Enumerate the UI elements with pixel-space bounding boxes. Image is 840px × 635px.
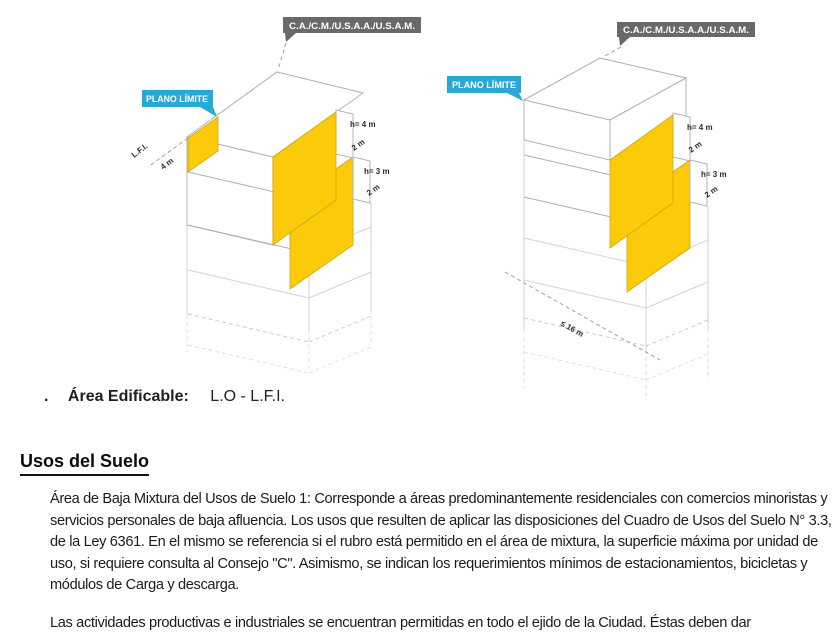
dim-lfi: L.F.I. — [129, 141, 150, 160]
right-envelope-diagram — [447, 22, 755, 400]
left-envelope-diagram — [130, 17, 421, 373]
dim-h3: h= 3 m — [701, 170, 727, 179]
dim-h3: h= 3 m — [364, 167, 390, 176]
label-pointer — [200, 107, 217, 117]
label-pointer — [507, 93, 523, 101]
step-strip-1 — [673, 113, 690, 161]
dim-2m-lower: 2 m — [364, 182, 382, 198]
area-edificable-label: Área Edificable: — [67, 388, 189, 405]
dim-2m-upper: 2 m — [349, 137, 367, 153]
dim-2m-lower: 2 m — [702, 184, 720, 200]
section-heading: Usos del Suelo — [20, 451, 149, 476]
plano-limite-tag — [447, 76, 523, 101]
code-label: C.A./C.M./U.S.A.A./U.S.A.M. — [289, 21, 415, 31]
dim-2m-upper: 2 m — [686, 139, 704, 155]
plano-limite-tag — [142, 90, 217, 117]
label-pointer — [285, 33, 296, 42]
area-edificable-line — [44, 388, 285, 406]
plano-limite-label: PLANO LÍMITE — [452, 80, 516, 90]
bullet-marker: . — [44, 388, 49, 405]
dim-h4: h= 4 m — [350, 120, 376, 129]
dim-h4: h= 4 m — [687, 123, 713, 132]
plano-limite-label: PLANO LÍMITE — [146, 94, 208, 104]
step-strip-1 — [336, 110, 353, 158]
code-label: C.A./C.M./U.S.A.A./U.S.A.M. — [623, 25, 749, 35]
step-strip-2 — [353, 157, 370, 203]
dim-4m: 4 m — [158, 156, 176, 172]
area-edificable-value: L.O - L.F.I. — [210, 388, 285, 405]
paragraph-usos-del-suelo: Área de Baja Mixtura del Usos de Suelo 1: Corresponde a áreas predominantemente residenciales con comercios minoristas y servicios personales de baja afluencia. Los usos que resulten de aplicar las disposiciones del Cuadro de Usos del Suelo N° 3.3, de la Ley 6361. En el mismo se referencia si el rubro está permitido en el área de mixtura, la superficie máxima por unidad de uso, si requiere consulta al Consejo "C". Asimismo, se indican los requerimientos mínimos de estacionamientos, bicicletas y módulos de Carga y descarga. — [50, 491, 832, 594]
dim-16m: ≤ 16 m — [559, 318, 586, 339]
code-tag — [617, 22, 755, 46]
label-pointer — [619, 37, 630, 46]
code-tag — [283, 17, 421, 42]
paragraph-actividades: Las actividades productivas e industriales se encuentran permitidas en todo el ejido de la Ciudad. Éstas deben dar — [50, 615, 751, 631]
step-strip-2 — [690, 160, 707, 206]
